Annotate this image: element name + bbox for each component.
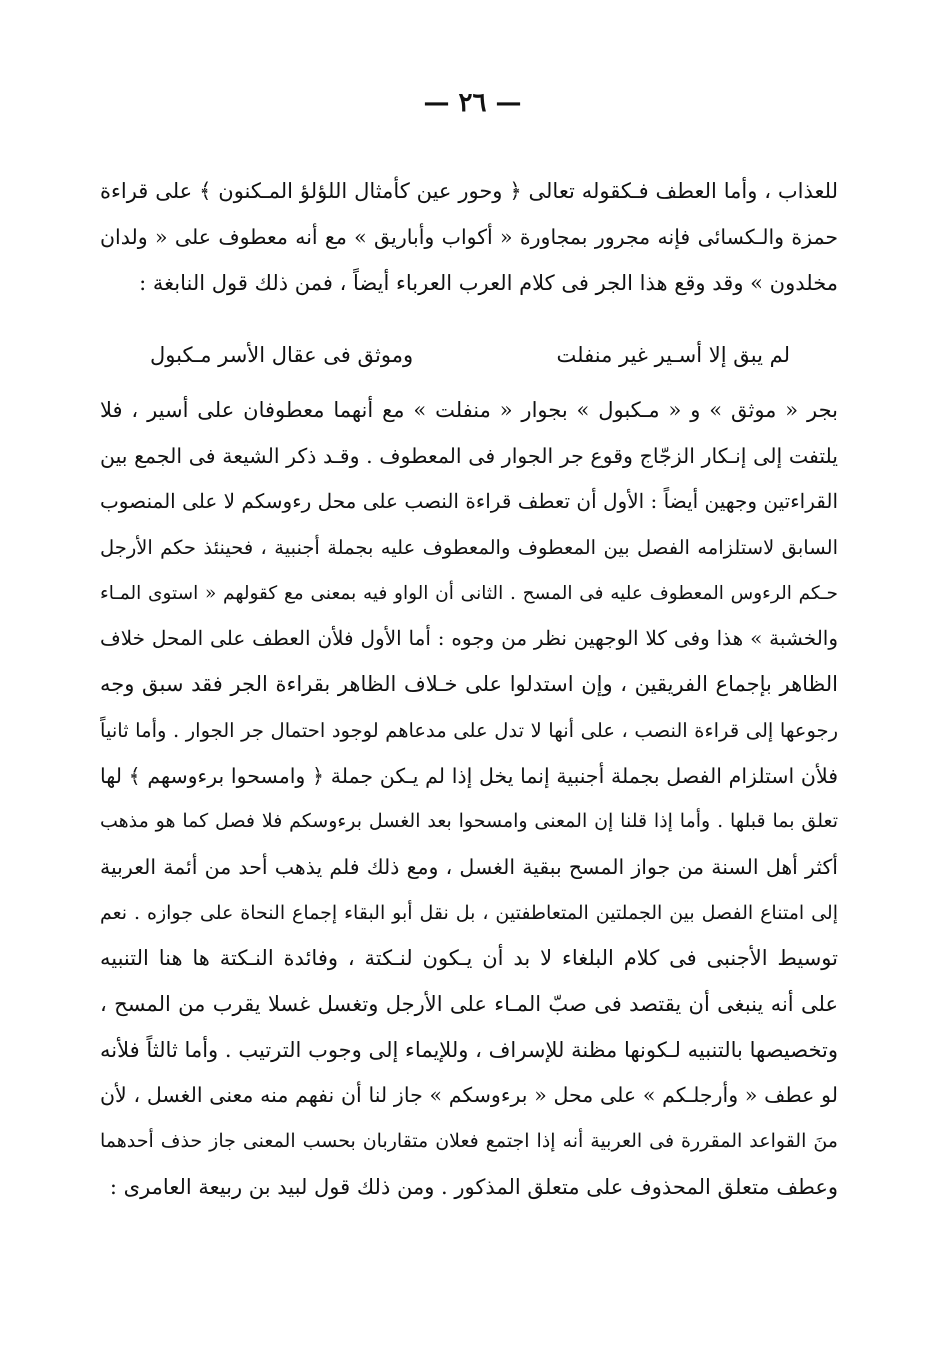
text-line: لو عطف « وأرجلـكم » على محل « برءوسكم » جاز لنا أن نفهم منه معنى الغسل ، لأن bbox=[100, 1083, 838, 1108]
text-line: حمزة والـكسائى فإنه مجرور بمجاورة « أكواب وأباريق » مع أنه معطوف على « ولدان bbox=[100, 225, 838, 249]
text-line: وعطف متعلق المحذوف على متعلق المذكور . ومن ذلك قول لبيد بن ربيعة العامرى : bbox=[109, 1174, 838, 1199]
text-line: والخشبة » هذا وفى كلا الوجهين نظر من وجوه : أما الأول فلأن العطف على المحل خلاف bbox=[100, 626, 838, 651]
verse-first-hemistich: لم يبق إلا أسـير غير منفلت bbox=[556, 343, 790, 367]
text-line: يلتفت إلى إنـكار الزجّاج وقوع جر الجوار فى المعطوف . وقـد ذكر الشيعة فى الجمع بين bbox=[100, 443, 838, 468]
text-line: رجوعها إلى قراءة النصب ، على أنها لا تدل على مدعاهم لوجود احتمال جر الجوار . وأما ثانياً bbox=[100, 718, 838, 742]
text-line: الظاهر بإجماع الفريقين ، وإن استدلوا على خـلاف الظاهر بقراءة الجر فقد سبق وجه bbox=[100, 672, 838, 697]
text-line: أكثر أهل السنة من جواز المسح ببقية الغسل ، ومع ذلك فلم يذهب أحد من أئمة العربية bbox=[100, 854, 838, 879]
poetry-verse bbox=[150, 330, 790, 380]
text-line: بجر « موثق » و « مـكبول » بجوار « منفلت » مع أنهما معطوفان على أسير ، فلا bbox=[100, 398, 838, 422]
page-number: — ٢٦ — bbox=[423, 88, 522, 118]
paragraph-main bbox=[100, 388, 838, 1210]
text-line: للعذاب ، وأما العطف فـكقوله تعالى ﴿ وحور عين كأمثال اللؤلؤ المـكنون ﴾ على قراءة bbox=[100, 179, 838, 203]
text-line: القراءتين وجهين أيضاً : الأول أن تعطف قراءة النصب على محل رءوسكم لا على المنصوب bbox=[100, 489, 838, 514]
text-line: مخلدون » وقد وقع هذا الجر فى كلام العرب العرباء أيضاً ، فمن ذلك قول النابغة : bbox=[139, 271, 838, 295]
text-line: إلى امتناع الفصل بين الجملتين المتعاطفتين ، بل نقل أبو البقاء إجماع النحاة على جوازه . نعم bbox=[100, 901, 838, 924]
text-line: توسيط الأجنبى فى كلام البلغاء لا بد أن يـكون لنـكتة ، وفائدة النـكتة ها هنا التنبيه bbox=[100, 946, 838, 971]
text-line: على أنه ينبغى أن يقتصد فى صبّ المـاء على الأرجل وتغسل غسلا يقرب من المسح ، bbox=[100, 991, 838, 1016]
text-line: السابق لاستلزامه الفصل بين المعطوف والمعطوف عليه بجملة أجنبية ، فحينئذ حكم الأرجل bbox=[100, 536, 838, 560]
text-line: تعلق بما قبلها . وأما إذا قلنا إن المعنى وامسحوا بعد الغسل برءوسكم فلا فصل كما هو مذهب bbox=[100, 810, 838, 833]
text-line: فلأن استلزام الفصل بجملة أجنبية إنما يخل إذا لم يـكن جملة ﴿ وامسحوا برءوسهم ﴾ لها bbox=[100, 763, 838, 788]
verse-second-hemistich: وموثق فى عقال الأسر مـكبول bbox=[150, 343, 414, 367]
text-line: منَ القواعد المقررة فى العربية أنه إذا اجتمع فعلان متقاربان بحسب المعنى جاز حذف أحدهما bbox=[100, 1130, 838, 1152]
paragraph-top bbox=[100, 168, 838, 306]
text-line: وتخصيصها بالتنبيه لـكونها مظنة للإسراف ، وللإيماء إلى وجوب الترتيب . وأما ثالثاً فلأنه bbox=[100, 1037, 838, 1062]
text-line: حـكم الرءوس المعطوف عليه فى المسح . الثانى أن الواو فيه بمعنى مع كقولهم « استوى المـاء bbox=[100, 582, 838, 604]
